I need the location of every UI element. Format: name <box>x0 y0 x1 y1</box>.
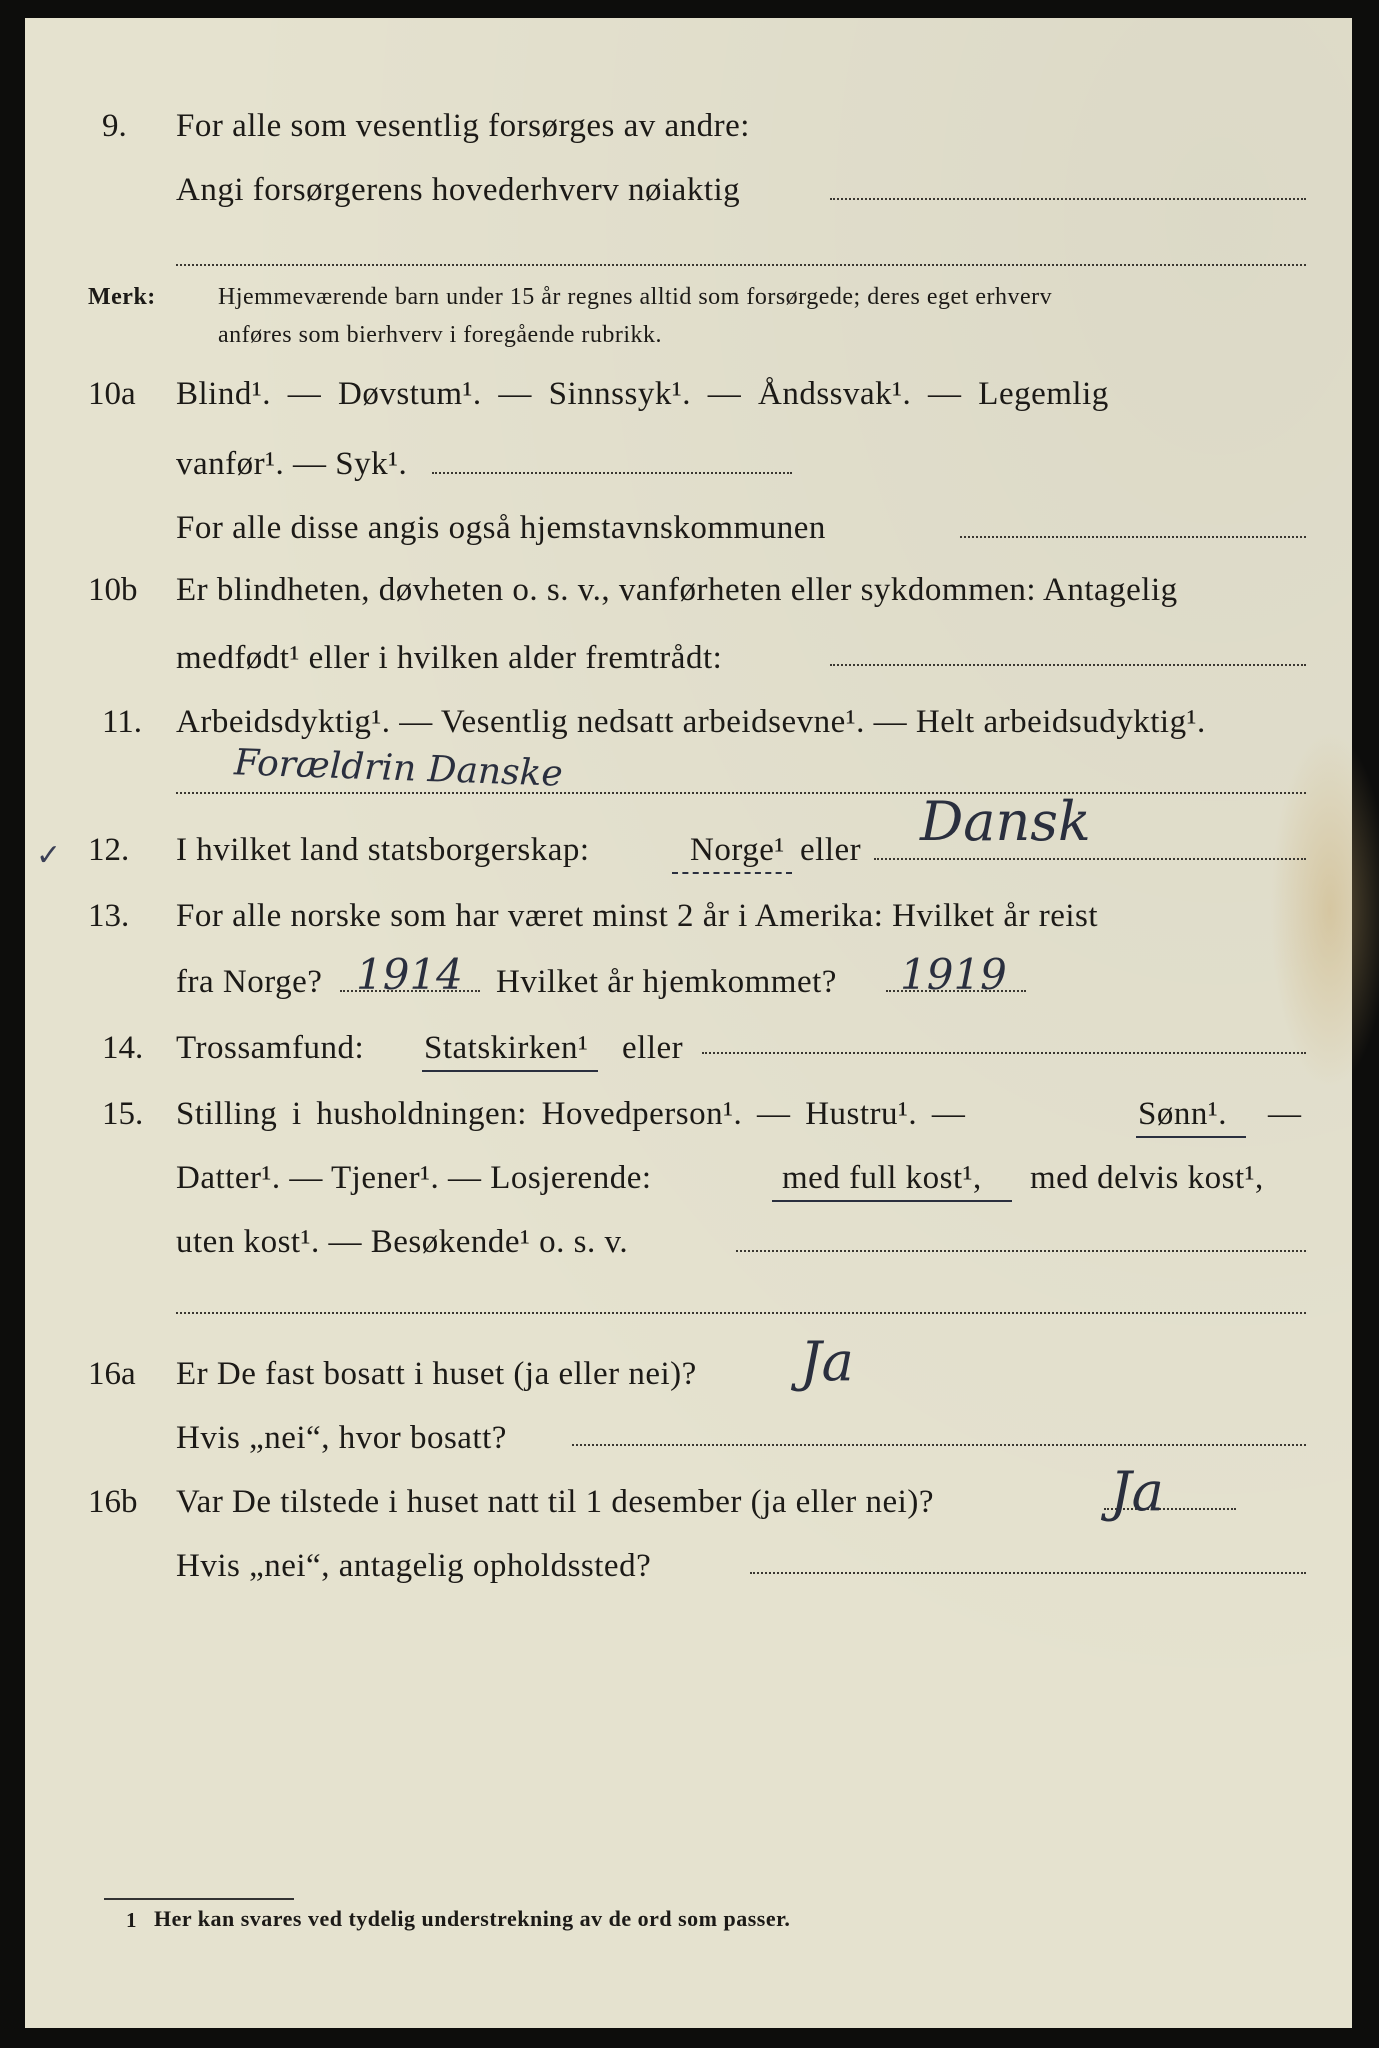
q15-dash: — <box>1268 1096 1302 1132</box>
q15-line3: uten kost¹. — Besøkende¹ o. s. v. <box>176 1224 629 1260</box>
q12-eller: eller <box>800 832 862 868</box>
item-number-10b: 10b <box>88 572 138 608</box>
q10b-answer-field[interactable] <box>830 664 1306 666</box>
q10a-line3: For alle disse angis også hjemstavnskommunen <box>176 510 826 546</box>
q13-reist-answer: 1914 <box>356 950 463 999</box>
q16a-line1: Er De fast bosatt i huset (ja eller nei)? <box>176 1356 697 1392</box>
q9-line2: Angi forsørgerens hovederhverv nøiaktig <box>176 172 741 208</box>
q15-answer-field[interactable] <box>736 1250 1306 1252</box>
q15-medfull-underline <box>772 1200 1012 1202</box>
item-number-11: 11. <box>102 704 143 740</box>
item-number-16a: 16a <box>88 1356 136 1392</box>
q12-norge-strike <box>672 872 792 874</box>
q13-hjemkommet: Hvilket år hjemkommet? <box>496 964 837 1000</box>
q10b-line2: medfødt¹ eller i hvilken alder fremtrådt: <box>176 640 723 676</box>
item-number-15: 15. <box>102 1096 144 1132</box>
q11-answer-field[interactable] <box>176 792 1306 794</box>
item-number-10a: 10a <box>88 376 136 412</box>
q15-line1: Stilling i husholdningen: Hovedperson¹. — Hustru¹. — <box>176 1096 966 1132</box>
q15-sonn: Sønn¹. <box>1138 1096 1227 1132</box>
merk-label: Merk: <box>88 284 156 310</box>
q15-answer-field-2[interactable] <box>176 1312 1306 1314</box>
merk-line1: Hjemmeværende barn under 15 år regnes alltid som forsørgede; deres eget erhverv <box>218 284 1053 310</box>
q14-label: Trossamfund: <box>176 1030 365 1066</box>
footnote-text: Her kan svares ved tydelig understrekning av de ord som passer. <box>154 1906 791 1931</box>
q15-medfull: med full kost¹, <box>782 1160 982 1196</box>
q14-eller: eller <box>622 1030 684 1066</box>
q10b-line1: Er blindheten, døvheten o. s. v., vanførheten eller sykdommen: Antagelig <box>176 572 1178 608</box>
q10a-hjemstavn-field[interactable] <box>960 536 1306 538</box>
q15-line2a: Datter¹. — Tjener¹. — Losjerende: <box>176 1160 652 1196</box>
q16a-line2: Hvis „nei“, hvor bosatt? <box>176 1420 507 1456</box>
q14-answer-field[interactable] <box>702 1052 1306 1054</box>
item-number-13: 13. <box>88 898 130 934</box>
q12-norge: Norge¹ <box>690 832 785 868</box>
q10a-answer-field[interactable] <box>432 472 792 474</box>
q11-handwritten-answer: Forældrin Danske <box>233 742 564 795</box>
item-number-12: 12. <box>88 832 130 868</box>
q16b-line2: Hvis „nei“, antagelig opholdssted? <box>176 1548 652 1584</box>
q16a-handwritten-answer: Ja <box>800 1330 854 1393</box>
merk-line2: anføres som bierhverv i foregående rubrikk. <box>218 322 663 348</box>
q10a-line2: vanfør¹. — Syk¹. <box>176 446 408 482</box>
q16b-line1: Var De tilstede i huset natt til 1 desember (ja eller nei)? <box>176 1484 934 1520</box>
q9-answer-field[interactable] <box>830 198 1306 200</box>
q15-line2b: med delvis kost¹, <box>1030 1160 1264 1196</box>
item-number-14: 14. <box>102 1030 144 1066</box>
q13-hjem-answer: 1919 <box>900 950 1007 999</box>
q16a-answer-field[interactable] <box>572 1444 1306 1446</box>
q12-answer-field[interactable] <box>874 858 1306 860</box>
form-page <box>25 18 1352 2028</box>
q14-statskirken: Statskirken¹ <box>424 1030 589 1066</box>
q12-handwritten-answer: Dansk <box>920 790 1091 853</box>
q15-sonn-underline <box>1136 1136 1246 1138</box>
q13-line1: For alle norske som har været minst 2 år i Amerika: Hvilket år reist <box>176 898 1099 934</box>
q16b-handwritten-answer: Ja <box>1110 1460 1164 1523</box>
q9-answer-field-2[interactable] <box>176 264 1306 266</box>
q9-line1: For alle som vesentlig forsørges av andre: <box>176 108 750 144</box>
paper-stain <box>1270 730 1379 1090</box>
q11-line1: Arbeidsdyktig¹. — Vesentlig nedsatt arbeidsevne¹. — Helt arbeidsudyktig¹. <box>176 704 1206 740</box>
q13-fra: fra Norge? <box>176 964 323 1000</box>
q10a-line1: Blind¹. — Døvstum¹. — Sinnssyk¹. — Åndssvak¹. — Legemlig <box>176 376 1109 412</box>
q14-statskirken-underline <box>422 1070 598 1072</box>
item-number-16b: 16b <box>88 1484 138 1520</box>
footnote-rule <box>104 1898 294 1900</box>
item-number-9: 9. <box>102 108 127 144</box>
q12-line1: I hvilket land statsborgerskap: <box>176 832 590 868</box>
q16b-opholdssted-field[interactable] <box>750 1572 1306 1574</box>
checkmark-icon: ✓ <box>36 839 62 872</box>
footnote-mark: 1 <box>126 1908 137 1932</box>
